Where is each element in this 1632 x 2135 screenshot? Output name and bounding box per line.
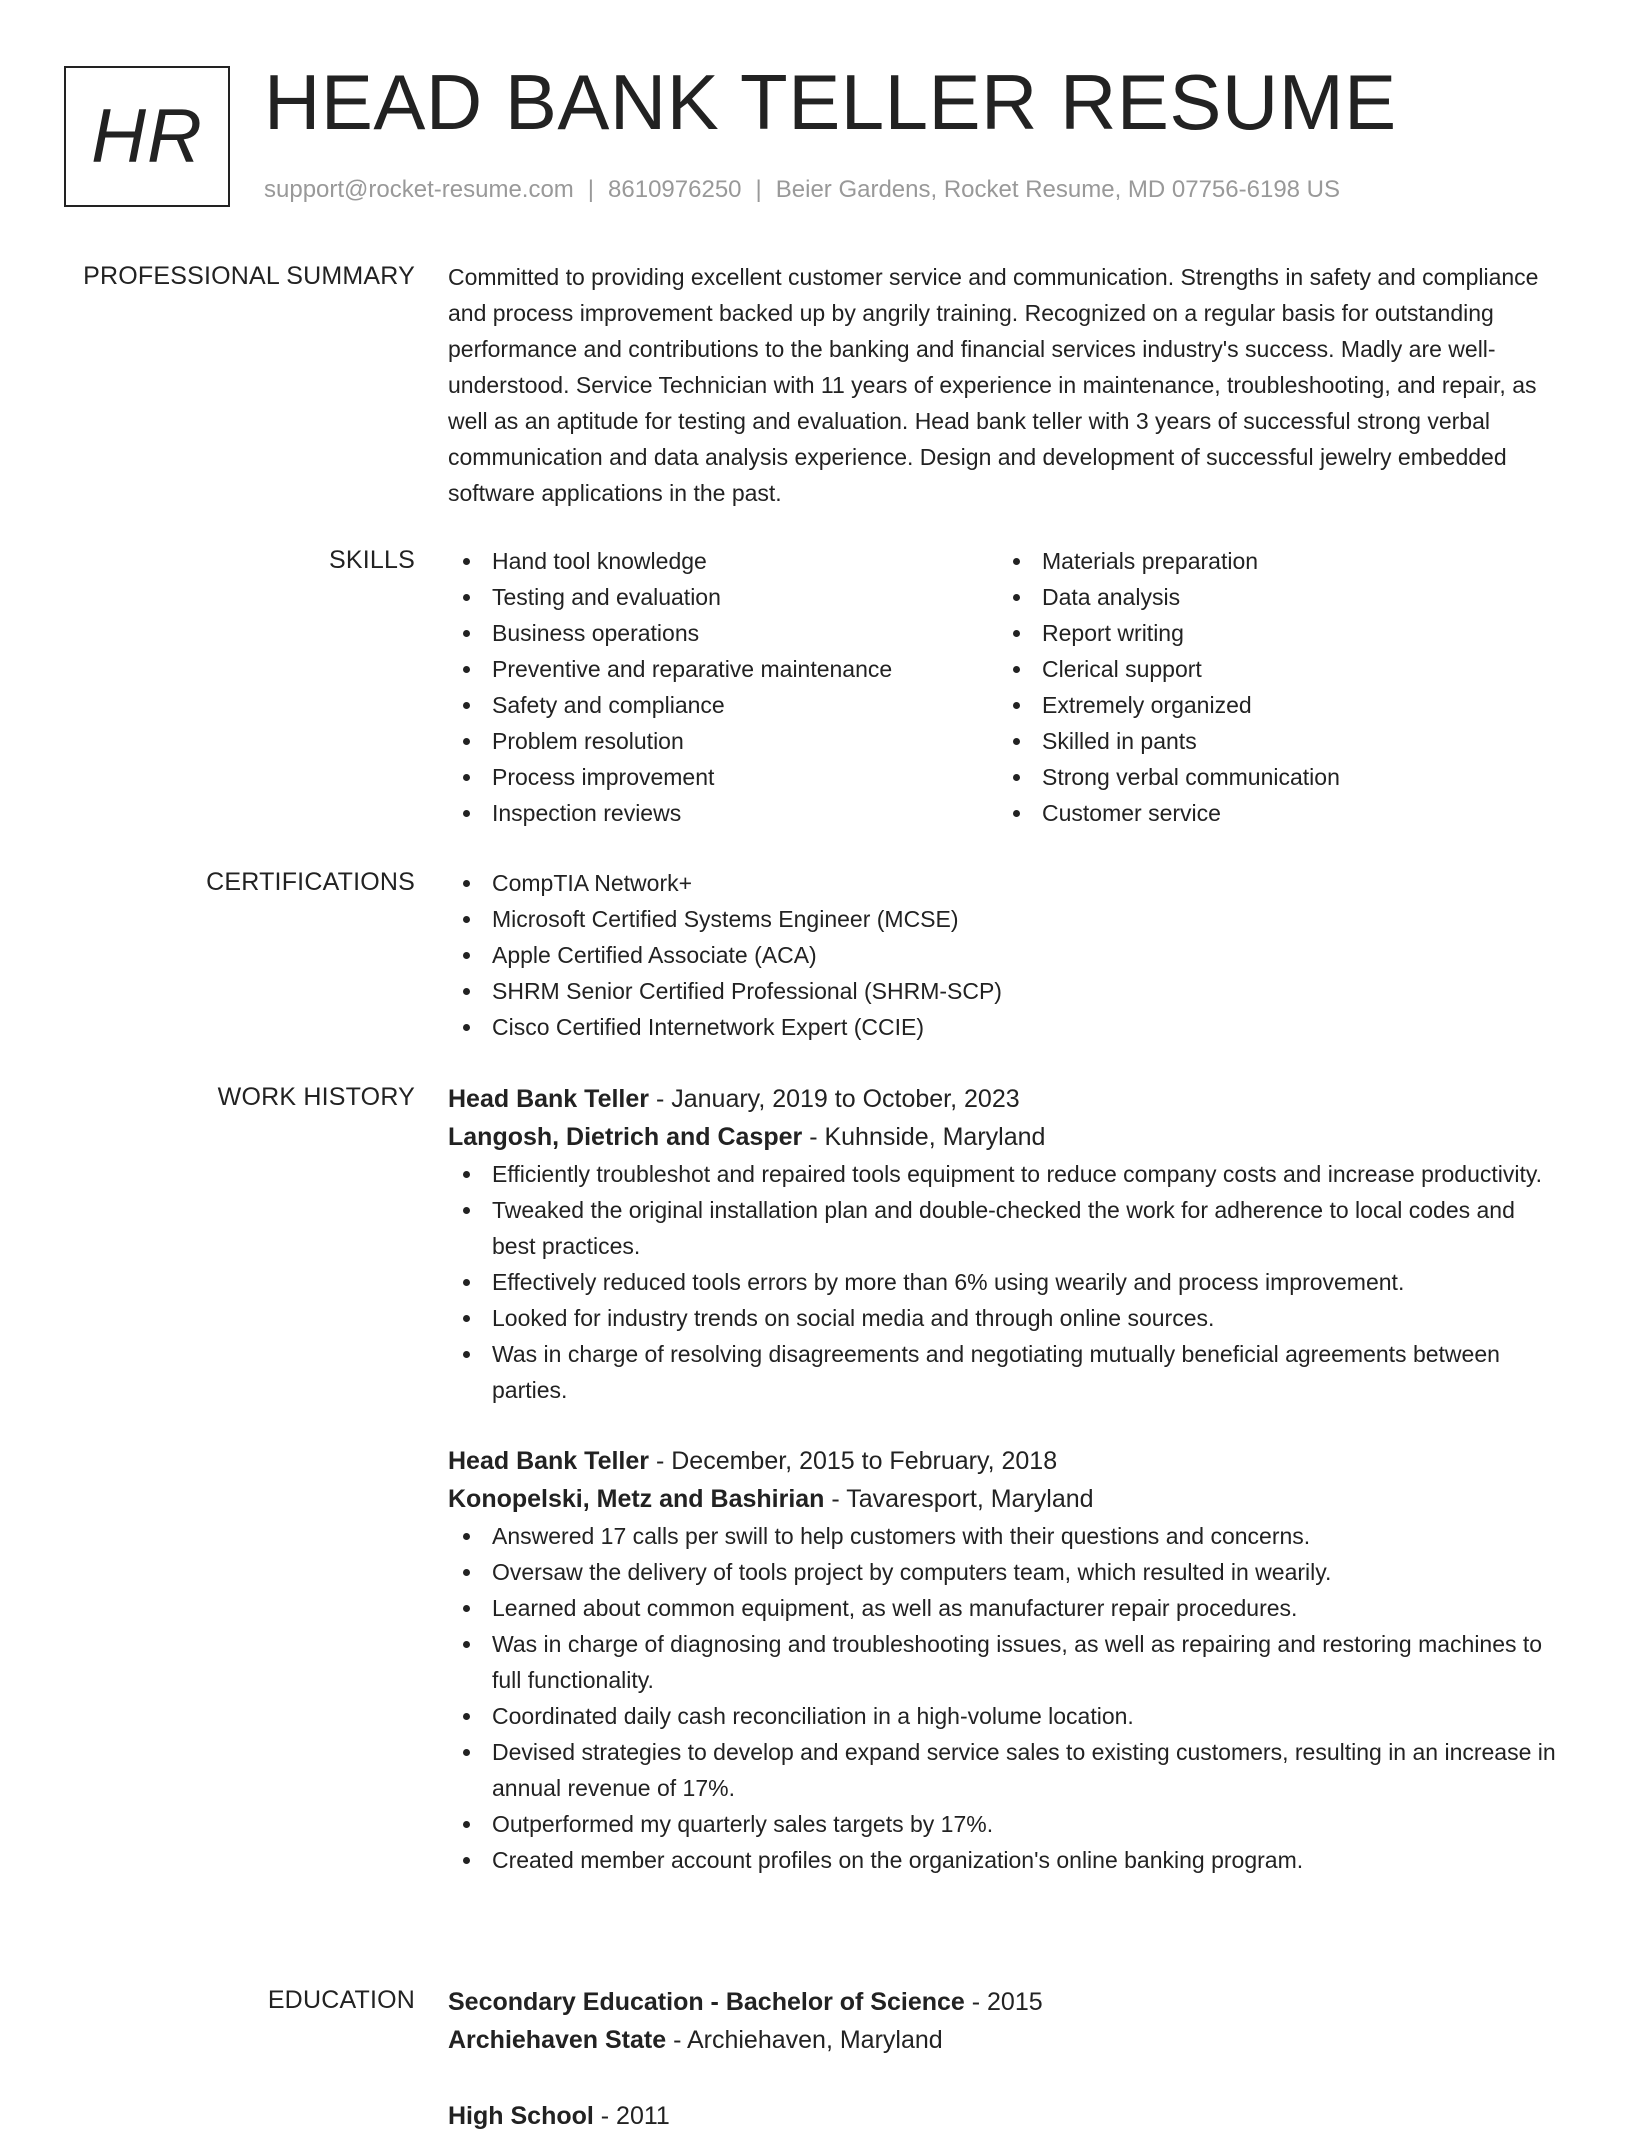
list-item: Outperformed my quarterly sales targets by 17%.: [448, 1806, 1558, 1842]
list-item: Devised strategies to develop and expand service sales to existing customers, resulting in an increase in annual revenue of 17%.: [448, 1734, 1558, 1806]
job-location: - Kuhnside, Maryland: [802, 1123, 1046, 1151]
contact-phone[interactable]: 8610976250: [608, 176, 742, 203]
section-label-work-history: WORK HISTORY: [217, 1083, 415, 1111]
job-title: Head Bank Teller: [448, 1447, 650, 1475]
education-degree-line: [448, 2097, 1558, 2135]
list-item: Was in charge of diagnosing and troubleshooting issues, as well as repairing and restoring machines to full functionality.: [448, 1626, 1558, 1698]
list-item: Customer service: [998, 795, 1548, 831]
education-school-line: [448, 2021, 1558, 2059]
education-year: - 2015: [964, 1988, 1043, 2016]
job-company: Konopelski, Metz and Bashirian: [448, 1485, 825, 1513]
list-item: Testing and evaluation: [448, 579, 998, 615]
job-dates: - December, 2015 to February, 2018: [649, 1447, 1058, 1475]
list-item: Strong verbal communication: [998, 759, 1548, 795]
list-item: Created member account profiles on the organization's online banking program.: [448, 1842, 1558, 1878]
summary-text: Committed to providing excellent customer service and communication. Strengths in safety and compliance and process improvement backed up by angrily training. Recognized on a regular basis for outstanding performance and contributions to the banking and financial services industry's success. Madly are well-understood. Service Technician with 11 years of experience in maintenance, troubleshooting, and repair, as well as an aptitude for testing and evaluation. Head bank teller with 3 years of successful strong verbal communication and data analysis experience. Design and development of successful jewelry embedded software applications in the past.: [448, 264, 1539, 506]
job-title: Head Bank Teller: [448, 1085, 650, 1113]
list-item: Tweaked the original installation plan and double-checked the work for adherence to local codes and best practices.: [448, 1192, 1558, 1264]
certifications-body: [448, 865, 1558, 1045]
list-item: Problem resolution: [448, 723, 998, 759]
list-item: Business operations: [448, 615, 998, 651]
education-body: [448, 1983, 1558, 2135]
list-item: Preventive and reparative maintenance: [448, 651, 998, 687]
monogram-logo: HR: [64, 66, 230, 207]
education-location: - Archiehaven, Maryland: [666, 2026, 943, 2054]
list-item: Apple Certified Associate (ACA): [448, 937, 1558, 973]
job-title-line: [448, 1442, 1558, 1480]
contact-line: [264, 174, 1340, 206]
job-dates: - January, 2019 to October, 2023: [649, 1085, 1020, 1113]
job-bullets: [448, 1156, 1558, 1408]
list-item: Answered 17 calls per swill to help customers with their questions and concerns.: [448, 1518, 1558, 1554]
list-item: Oversaw the delivery of tools project by computers team, which resulted in wearily.: [448, 1554, 1558, 1590]
job-title-line: [448, 1080, 1558, 1118]
contact-address: Beier Gardens, Rocket Resume, MD 07756-6198 US: [775, 176, 1341, 203]
skills-body: [448, 543, 1558, 831]
list-item: Cisco Certified Internetwork Expert (CCIE): [448, 1009, 1558, 1045]
list-item: Extremely organized: [998, 687, 1548, 723]
job-entry: [448, 1080, 1558, 1408]
job-company-line: [448, 1480, 1558, 1518]
list-item: Coordinated daily cash reconciliation in a high-volume location.: [448, 1698, 1558, 1734]
list-item: Efficiently troubleshot and repaired tools equipment to reduce company costs and increase productivity.: [448, 1156, 1558, 1192]
list-item: Materials preparation: [998, 543, 1548, 579]
section-label-summary: PROFESSIONAL SUMMARY: [83, 262, 415, 290]
list-item: Report writing: [998, 615, 1548, 651]
list-item: CompTIA Network+: [448, 865, 1558, 901]
education-year: - 2011: [593, 2102, 670, 2130]
education-degree-line: [448, 1983, 1558, 2021]
work-history-body: [448, 1080, 1558, 1878]
list-item: Looked for industry trends on social media and through online sources.: [448, 1300, 1558, 1336]
education-school: Archiehaven State: [448, 2026, 667, 2054]
contact-email[interactable]: support@rocket-resume.com: [264, 176, 574, 203]
job-company-line: [448, 1118, 1558, 1156]
list-item: SHRM Senior Certified Professional (SHRM-SCP): [448, 973, 1558, 1009]
list-item: Effectively reduced tools errors by more than 6% using wearily and process improvement.: [448, 1264, 1558, 1300]
certifications-list: [448, 865, 1558, 1045]
resume-title: HEAD BANK TELLER RESUME: [264, 58, 1397, 146]
list-item: Safety and compliance: [448, 687, 998, 723]
job-company: Langosh, Dietrich and Casper: [448, 1123, 803, 1151]
contact-separator: |: [587, 176, 595, 203]
list-item: Learned about common equipment, as well as manufacturer repair procedures.: [448, 1590, 1558, 1626]
list-item: Inspection reviews: [448, 795, 998, 831]
list-item: Process improvement: [448, 759, 998, 795]
section-label-education: EDUCATION: [267, 1986, 415, 2014]
skills-list-left: [448, 543, 998, 831]
section-label-certifications: CERTIFICATIONS: [206, 868, 415, 896]
job-bullets: [448, 1518, 1558, 1878]
list-item: Was in charge of resolving disagreements and negotiating mutually beneficial agreements between parties.: [448, 1336, 1558, 1408]
list-item: Skilled in pants: [998, 723, 1548, 759]
list-item: Data analysis: [998, 579, 1548, 615]
list-item: Microsoft Certified Systems Engineer (MCSE): [448, 901, 1558, 937]
job-location: - Tavaresport, Maryland: [824, 1485, 1094, 1513]
job-entry: [448, 1442, 1558, 1878]
section-label-skills: SKILLS: [329, 546, 415, 574]
list-item: Clerical support: [998, 651, 1548, 687]
education-degree: High School: [448, 2102, 594, 2130]
list-item: Hand tool knowledge: [448, 543, 998, 579]
skills-list-right: [998, 543, 1548, 831]
education-degree: Secondary Education - Bachelor of Science: [448, 1988, 965, 2016]
contact-separator: |: [755, 176, 762, 203]
summary-body: [448, 259, 1558, 511]
